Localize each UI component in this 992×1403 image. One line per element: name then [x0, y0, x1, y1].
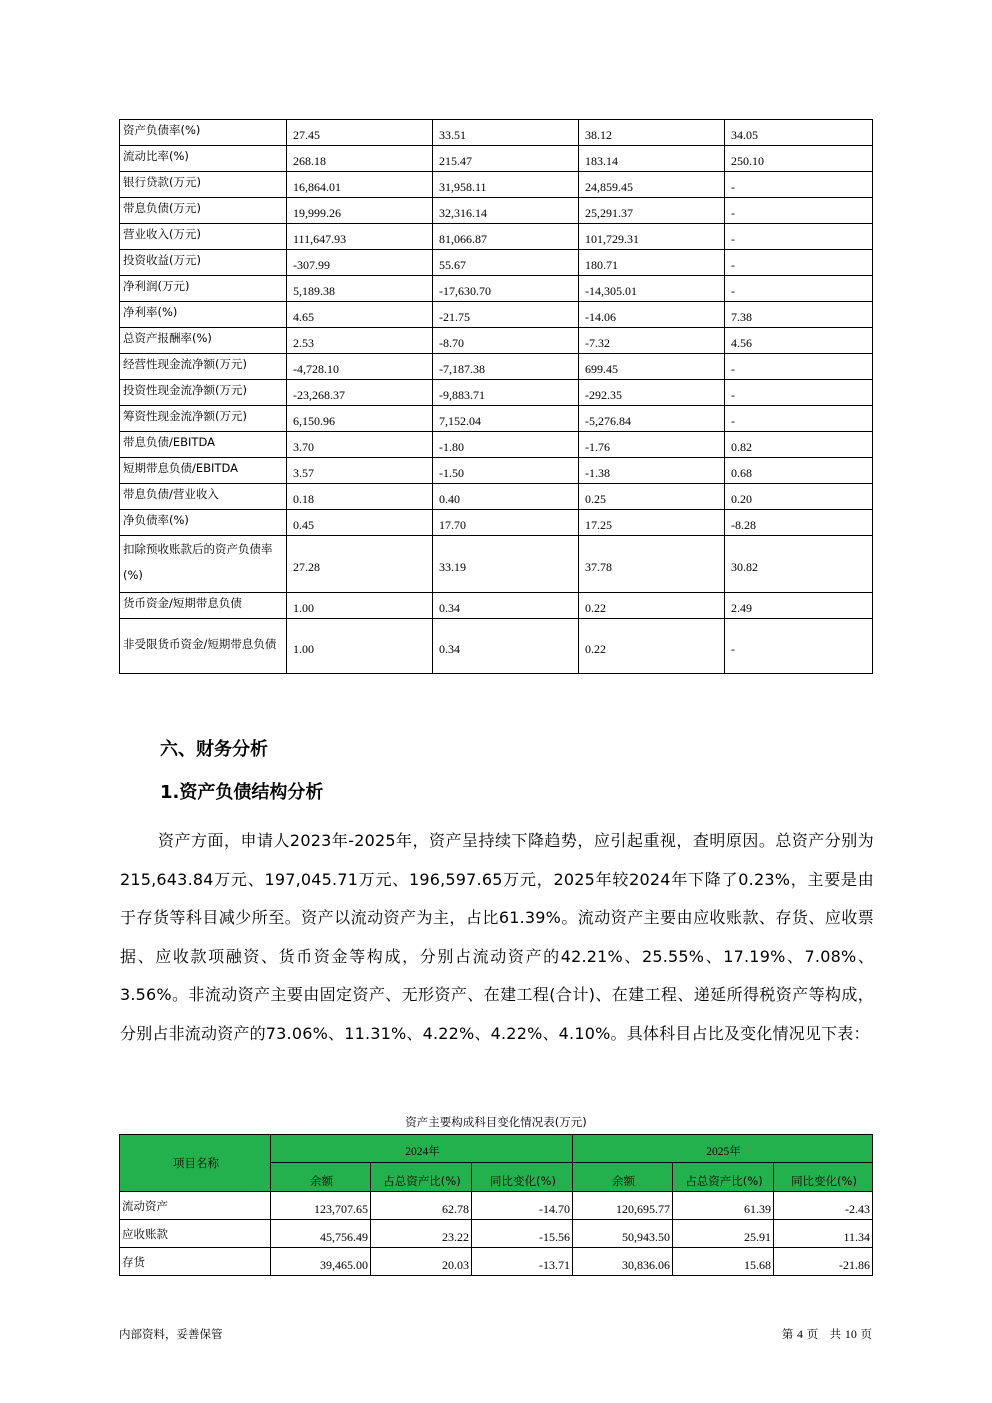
metric-value: 0.68	[725, 458, 873, 484]
asset-value: -2.43	[774, 1192, 873, 1220]
asset-value: 20.03	[371, 1248, 472, 1276]
table-row	[120, 406, 873, 432]
metric-label: 短期带息负债/EBITDA	[120, 458, 287, 484]
metric-value: 2.49	[725, 593, 873, 619]
metric-label: 净利率(%)	[120, 302, 287, 328]
metric-label: 货币资金/短期带息负债	[120, 593, 287, 619]
asset-value: 45,756.49	[271, 1220, 371, 1248]
metric-value: 0.82	[725, 432, 873, 458]
metric-value: 101,729.31	[579, 224, 725, 250]
metric-value: 17.25	[579, 510, 725, 536]
table-caption: 资产主要构成科目变化情况表(万元)	[405, 1115, 587, 1129]
table-row	[120, 354, 873, 380]
metric-value: -	[725, 354, 873, 380]
header-item-name: 项目名称	[120, 1135, 271, 1192]
metric-value: -1.38	[579, 458, 725, 484]
assets-composition-table	[119, 1134, 873, 1276]
metric-value: 19,999.26	[287, 198, 433, 224]
metric-value: 0.34	[433, 619, 579, 674]
table-row	[120, 484, 873, 510]
table-row	[120, 458, 873, 484]
metric-value: 7.38	[725, 302, 873, 328]
table-row	[120, 432, 873, 458]
metric-value: -	[725, 172, 873, 198]
metric-value: -21.75	[433, 302, 579, 328]
metric-value: 0.45	[287, 510, 433, 536]
footer-confidential-note: 内部资料，妥善保管	[119, 1327, 223, 1341]
table-row	[120, 224, 873, 250]
metric-value: -9,883.71	[433, 380, 579, 406]
metric-label: 总资产报酬率(%)	[120, 328, 287, 354]
metric-value: 699.45	[579, 354, 725, 380]
metric-value: -	[725, 380, 873, 406]
table-row	[120, 146, 873, 172]
metric-value: 1.00	[287, 619, 433, 674]
footer-page-number	[782, 1326, 872, 1342]
assets-table-body	[120, 1192, 873, 1276]
metric-value: 37.78	[579, 536, 725, 593]
metric-value: 2.53	[287, 328, 433, 354]
table-row	[120, 250, 873, 276]
metric-label: 流动比率(%)	[120, 146, 287, 172]
metric-value: 0.22	[579, 593, 725, 619]
metric-value: 25,291.37	[579, 198, 725, 224]
asset-value: 11.34	[774, 1220, 873, 1248]
asset-value: 30,836.06	[573, 1248, 673, 1276]
table-row	[120, 276, 873, 302]
metric-value: 81,066.87	[433, 224, 579, 250]
asset-value: 39,465.00	[271, 1248, 371, 1276]
header-year-2024: 2024年	[271, 1135, 573, 1163]
table-row	[120, 120, 873, 146]
asset-value: 120,695.77	[573, 1192, 673, 1220]
asset-item-label: 存货	[120, 1248, 271, 1276]
page-prefix: 第	[781, 1327, 794, 1341]
table-row	[120, 619, 873, 674]
metric-value: -8.28	[725, 510, 873, 536]
metric-label: 资产负债率(%)	[120, 120, 287, 146]
asset-value: 50,943.50	[573, 1220, 673, 1248]
metric-value: -14.06	[579, 302, 725, 328]
metric-value: -	[725, 250, 873, 276]
metric-value: 30.82	[725, 536, 873, 593]
metric-value: 27.45	[287, 120, 433, 146]
metric-value: 180.71	[579, 250, 725, 276]
metric-value: 250.10	[725, 146, 873, 172]
metric-value: 5,189.38	[287, 276, 433, 302]
metric-value: -	[725, 224, 873, 250]
subheader-yoy: 同比变化(%)	[774, 1163, 873, 1192]
metric-value: -1.50	[433, 458, 579, 484]
metric-label: 净利润(万元)	[120, 276, 287, 302]
metric-value: 111,647.93	[287, 224, 433, 250]
metric-value: 215.47	[433, 146, 579, 172]
metric-value: 55.67	[433, 250, 579, 276]
page-total: 10	[844, 1327, 857, 1341]
metric-label: 扣除预收账款后的资产负债率(%)	[120, 536, 287, 593]
asset-item-label: 应收账款	[120, 1220, 271, 1248]
asset-value: -15.56	[472, 1220, 573, 1248]
metric-value: 27.28	[287, 536, 433, 593]
subheader-balance: 余额	[573, 1163, 673, 1192]
metric-value: 7,152.04	[433, 406, 579, 432]
metric-value: 17.70	[433, 510, 579, 536]
asset-value: 15.68	[673, 1248, 774, 1276]
metric-label: 经营性现金流净额(万元)	[120, 354, 287, 380]
metric-label: 非受限货币资金/短期带息负债	[120, 619, 287, 674]
metric-value: 0.22	[579, 619, 725, 674]
metric-value: 0.25	[579, 484, 725, 510]
table-row	[120, 1192, 873, 1220]
page-mid: 页 共	[806, 1327, 842, 1341]
table-row	[120, 172, 873, 198]
asset-value: -13.71	[472, 1248, 573, 1276]
metric-value: -	[725, 406, 873, 432]
metric-value: 0.18	[287, 484, 433, 510]
metric-label: 营业收入(万元)	[120, 224, 287, 250]
table-row	[120, 380, 873, 406]
table-row	[120, 593, 873, 619]
metric-value: 0.20	[725, 484, 873, 510]
metric-value: -	[725, 276, 873, 302]
metric-value: 0.40	[433, 484, 579, 510]
asset-item-label: 流动资产	[120, 1192, 271, 1220]
metric-label: 带息负债/营业收入	[120, 484, 287, 510]
metric-label: 银行贷款(万元)	[120, 172, 287, 198]
metric-value: 268.18	[287, 146, 433, 172]
metric-value: -1.80	[433, 432, 579, 458]
metric-label: 带息负债(万元)	[120, 198, 287, 224]
table-row	[120, 328, 873, 354]
metric-value: 38.12	[579, 120, 725, 146]
metric-value: 183.14	[579, 146, 725, 172]
asset-value: -14.70	[472, 1192, 573, 1220]
metric-value: -7,187.38	[433, 354, 579, 380]
subheader-share: 占总资产比(%)	[673, 1163, 774, 1192]
metric-value: 16,864.01	[287, 172, 433, 198]
asset-value: -21.86	[774, 1248, 873, 1276]
metric-label: 投资性现金流净额(万元)	[120, 380, 287, 406]
subheader-yoy: 同比变化(%)	[472, 1163, 573, 1192]
metric-value: -	[725, 619, 873, 674]
analysis-paragraph: 资产方面，申请人2023年-2025年，资产呈持续下降趋势，应引起重视，查明原因。总资产分别为215,643.84万元、197,045.71万元、196,597.65万元，2025年较2024年下降了0.23%，主要是由于存货等科目减少所至。资产以流动资产为主，占比61.39%。流动资产主要由应收账款、存货、应收票据、应收款项融资、货币资金等构成，分别占流动资产的42.21%、25.55%、17.19%、7.08%、3.56%。非流动资产主要由固定资产、无形资产、在建工程(合计)、在建工程、递延所得税资产等构成，分别占非流动资产的73.06%、11.31%、4.22%、4.22%、4.10%。具体科目占比及变化情况见下表：	[120, 831, 874, 1043]
table-row	[120, 1220, 873, 1248]
metrics-table-body	[120, 120, 873, 674]
subheader-balance: 余额	[271, 1163, 371, 1192]
metric-value: 34.05	[725, 120, 873, 146]
subheader-share: 占总资产比(%)	[371, 1163, 472, 1192]
metric-label: 净负债率(%)	[120, 510, 287, 536]
asset-value: 62.78	[371, 1192, 472, 1220]
metric-value: 24,859.45	[579, 172, 725, 198]
metric-value: -7.32	[579, 328, 725, 354]
metric-value: -4,728.10	[287, 354, 433, 380]
table-row	[120, 198, 873, 224]
metric-value: -5,276.84	[579, 406, 725, 432]
page-suffix: 页	[860, 1327, 872, 1341]
metric-value: -1.76	[579, 432, 725, 458]
page-current: 4	[797, 1327, 804, 1341]
metric-value: 0.34	[433, 593, 579, 619]
metric-label: 投资收益(万元)	[120, 250, 287, 276]
metric-value: -17,630.70	[433, 276, 579, 302]
asset-value: 61.39	[673, 1192, 774, 1220]
metric-value: 4.56	[725, 328, 873, 354]
metric-value: 3.57	[287, 458, 433, 484]
subsection-title: 1.资产负债结构分析	[160, 782, 324, 803]
metric-label: 带息负债/EBITDA	[120, 432, 287, 458]
metric-value: -292.35	[579, 380, 725, 406]
metric-label: 筹资性现金流净额(万元)	[120, 406, 287, 432]
metric-value: 4.65	[287, 302, 433, 328]
metric-value: 33.19	[433, 536, 579, 593]
metric-value: 1.00	[287, 593, 433, 619]
table-row	[120, 302, 873, 328]
metric-value: 31,958.11	[433, 172, 579, 198]
metric-value: -14,305.01	[579, 276, 725, 302]
financial-metrics-table	[119, 119, 873, 674]
table-row	[120, 536, 873, 593]
asset-value: 25.91	[673, 1220, 774, 1248]
metric-value: 33.51	[433, 120, 579, 146]
metric-value: 6,150.96	[287, 406, 433, 432]
metric-value: 3.70	[287, 432, 433, 458]
metric-value: -	[725, 198, 873, 224]
metric-value: 32,316.14	[433, 198, 579, 224]
metric-value: -8.70	[433, 328, 579, 354]
asset-value: 23.22	[371, 1220, 472, 1248]
section-title: 六、财务分析	[160, 739, 268, 760]
table-row	[120, 1248, 873, 1276]
asset-value: 123,707.65	[271, 1192, 371, 1220]
metric-value: -23,268.37	[287, 380, 433, 406]
metric-value: -307.99	[287, 250, 433, 276]
header-year-2025: 2025年	[573, 1135, 873, 1163]
table-row	[120, 510, 873, 536]
